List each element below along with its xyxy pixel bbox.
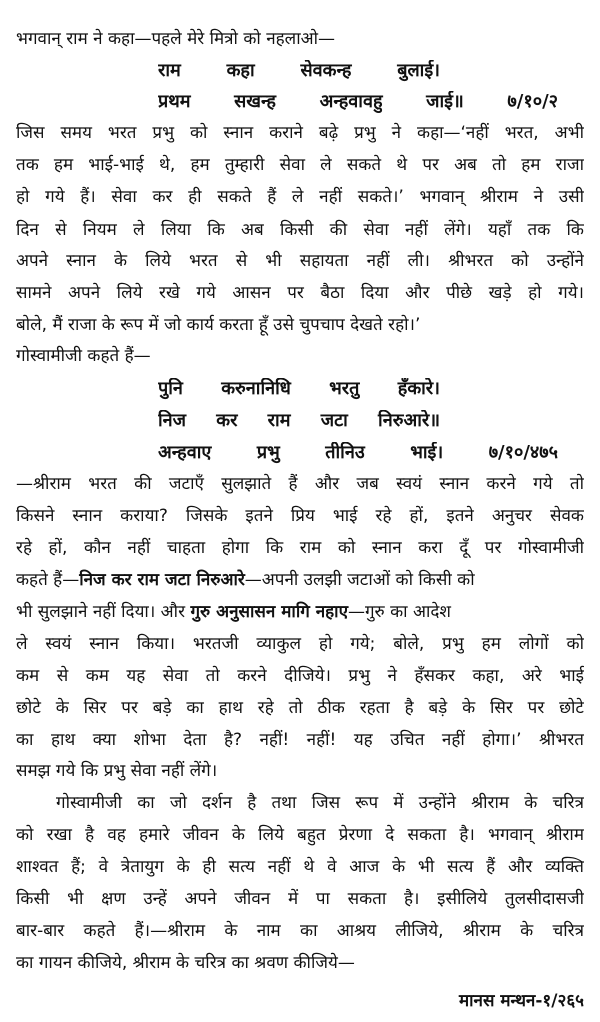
para2-text: —अपनी उलझी जटाओं को किसी को <box>244 570 475 591</box>
para2-line: छोटे के सिर पर बड़े का हाथ रहे तो ठीक रहता है बड़े के सिर पर छोटे <box>16 697 584 718</box>
para2-line: ले स्वयं स्नान किया। भरतजी व्याकुल हो गये; बोले, प्रभु हम लोगों को <box>16 633 584 654</box>
para2-line: —श्रीराम भरत की जटाएँ सुलझाते हैं और जब स्वयं स्नान करने गये तो <box>16 474 584 495</box>
para3-line: को रखा है वह हमारे जीवन के लिये बहुत प्रेरणा दे सकता है। भगवान् श्रीराम <box>16 825 584 846</box>
para1-line: अपने स्नान के लिये भरत से भी सहायता नहीं ली। श्रीभरत को उन्होंने <box>16 251 584 272</box>
quote-bold: गुरु अनुसासन मागि नहाए <box>190 601 348 622</box>
para2-line <box>16 569 584 591</box>
para2-line <box>16 601 584 623</box>
quote-bold: निज कर राम जटा निरुआरे <box>79 570 245 591</box>
para1-line: तक हम भाई-भाई थे, हम तुम्हारी सेवा ले सकते थे पर अब तो हम राजा <box>16 154 584 175</box>
para2-line: किसने स्नान कराया? जिसके इतने प्रिय भाई रहे हों, इतने अनुचर सेवक <box>16 506 584 527</box>
para2-text: भी सुलझाने नहीं दिया। और <box>16 601 191 622</box>
verse1-line1: राम कहा सेवकन्ह बुलाई। <box>158 60 440 82</box>
verse2-line3: अन्हवाए प्रभु तीनिउ भाई। ७/१०/४७५ <box>158 441 558 463</box>
para3-line: गोस्वामीजी का जो दर्शन है तथा जिस रूप में उन्होंने श्रीराम के चरित्र <box>56 793 584 814</box>
para1-line: जिस समय भरत प्रभु को स्नान कराने बढ़े प्रभु ने कहा—‘नहीं भरत, अभी <box>16 122 584 143</box>
para3-line: किसी भी क्षण उन्हें अपने जीवन में पा सकता है। इसीलिये तुलसीदासजी <box>16 888 584 909</box>
para1-line: सामने अपने लिये रखे गये आसन पर बैठा दिया और पीछे खड़े हो गये। <box>16 283 584 304</box>
intro-line: भगवान् राम ने कहा—पहले मेरे मित्रो को नहलाओ— <box>16 29 336 49</box>
para1-line: गोस्वामीजी कहते हैं— <box>16 346 151 367</box>
verse2-line1: पुनि करुनानिधि भरतु हँकारे। <box>158 377 440 399</box>
para2-line: समझ गये कि प्रभु सेवा नहीं लेंगे। <box>16 761 218 782</box>
para2-line: का हाथ क्या शोभा देता है? नहीं! नहीं! यह उचित नहीं होगा।’ श्रीभरत <box>16 730 584 751</box>
para2-line: कम से कम यह सेवा तो करने दीजिये। प्रभु ने हँसकर कहा, अरे भाई <box>16 665 584 686</box>
para1-line: बोले, मैं राजा के रूप में जो कार्य करता हूँ उसे चुपचाप देखते रहो।’ <box>16 315 421 336</box>
para1-line: दिन से नियम ले लिया कि अब किसी की सेवा नहीं लेंगे। यहाँ तक कि <box>16 219 584 240</box>
para2-line: रहे हों, कौन नहीं चाहता होगा कि राम को स्नान करा दूँ पर गोस्वामीजी <box>16 538 584 559</box>
para3-line: शाश्वत हैं; वे त्रेतायुग के ही सत्य नहीं थे वे आज के भी सत्य हैं और व्यक्ति <box>16 856 584 877</box>
para2-text: कहते हैं— <box>16 570 80 591</box>
verse1-line2: प्रथम सखन्ह अन्हवावहु जाई॥ ७/१०/२ <box>158 91 558 113</box>
para2-text: —गुरु का आदेश <box>347 601 451 622</box>
verse2-line2: निज कर राम जटा निरुआरे॥ <box>158 409 440 431</box>
page-footer: मानस मन्थन-१/२६५ <box>458 991 584 1011</box>
para1-line: हो गये हैं। सेवा कर ही सकते हैं ले नहीं सकते।’ भगवान् श्रीराम ने उसी <box>16 186 584 207</box>
para3-line: बार-बार कहते हैं।—श्रीराम के नाम का आश्रय लीजिये, श्रीराम के चरित्र <box>16 920 584 941</box>
para3-line: का गायन कीजिये, श्रीराम के चरित्र का श्रवण कीजिये— <box>16 953 355 973</box>
